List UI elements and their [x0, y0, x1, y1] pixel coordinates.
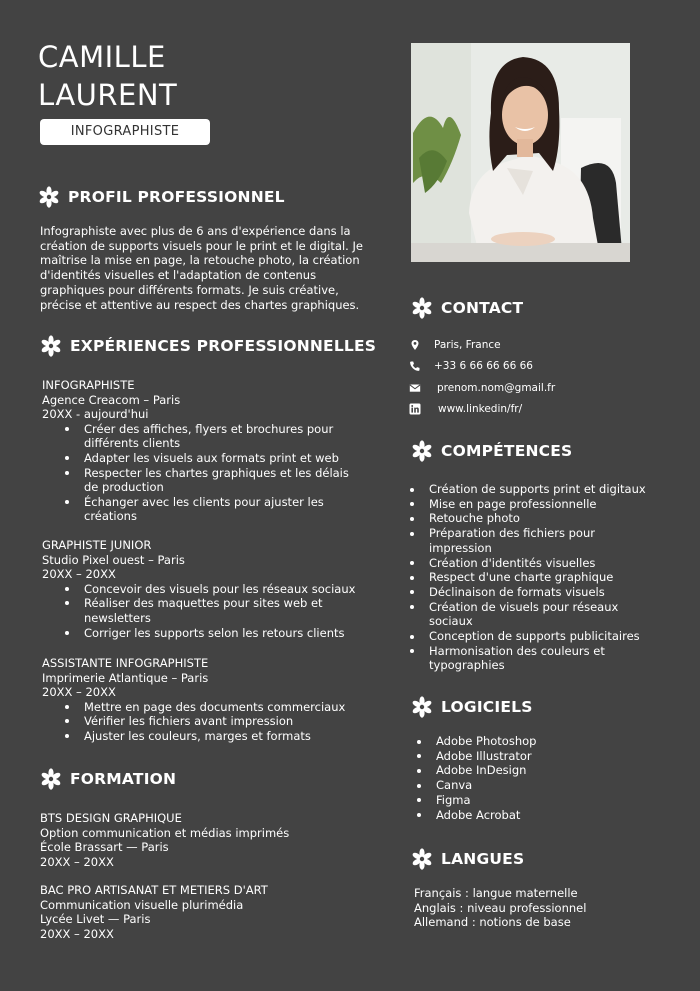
- flower-icon: [411, 440, 433, 462]
- software-item: Canva: [436, 778, 676, 793]
- profile-photo: [411, 43, 630, 262]
- skill-line: Conception de supports publicitaires: [429, 629, 640, 644]
- experience-item: [42, 378, 372, 524]
- degree-option: Communication visuelle plurimédia: [40, 897, 244, 912]
- job-title: ASSISTANTE INFOGRAPHISTE: [42, 656, 209, 670]
- section-title-text: COMPÉTENCES: [441, 442, 573, 460]
- section-title-languages: [411, 848, 524, 870]
- job-task: [84, 451, 372, 466]
- skill-item: [429, 556, 694, 571]
- profile-summary: [40, 224, 375, 312]
- portrait-illustration: [411, 43, 630, 262]
- profile-line: graphiques pour différents formats. Je suis créative,: [40, 282, 339, 297]
- first-name: CAMILLE: [38, 40, 166, 74]
- skill-line: Respect d'une charte graphique: [429, 570, 614, 585]
- software-item: Adobe Photoshop: [436, 734, 676, 749]
- profile-line: maîtrise la mise en page, la retouche photo, la création: [40, 253, 360, 268]
- job-dates: 20XX – 20XX: [42, 567, 116, 582]
- job-title: INFOGRAPHISTE: [42, 378, 135, 392]
- experience-item: [42, 538, 372, 640]
- language-item: Allemand : notions de base: [414, 915, 571, 930]
- profile-line: création de supports visuels pour le print et le digital. Je: [40, 238, 363, 253]
- contact-phone: [409, 360, 533, 372]
- contact-location-text: Paris, France: [434, 339, 501, 351]
- last-name: LAURENT: [38, 78, 178, 112]
- contact-linkedin: [409, 403, 522, 415]
- section-title-text: LOGICIELS: [441, 698, 533, 716]
- section-title-text: PROFIL PROFESSIONNEL: [68, 188, 285, 206]
- contact-email: [409, 382, 555, 394]
- software-item: Adobe InDesign: [436, 763, 676, 778]
- job-title-badge: INFOGRAPHISTE: [40, 119, 210, 145]
- candidate-name: [38, 38, 177, 114]
- skill-item: [429, 570, 694, 585]
- profile-line: d'identités visuelles et l'adaptation de contenus: [40, 268, 317, 283]
- task-line: Réaliser des maquettes pour sites web et: [84, 596, 323, 611]
- section-title-text: FORMATION: [70, 770, 177, 788]
- degree-title: BTS DESIGN GRAPHIQUE: [40, 811, 182, 825]
- degree-school: École Brassart — Paris: [40, 840, 169, 855]
- software-item: Figma: [436, 793, 676, 808]
- skill-item: [429, 482, 694, 497]
- experience-item: [42, 656, 372, 744]
- task-line: Concevoir des visuels pour les réseaux sociaux: [84, 581, 356, 596]
- education-item: [40, 811, 370, 869]
- degree-title: BAC PRO ARTISANAT ET METIERS D'ART: [40, 883, 268, 897]
- job-task: [84, 626, 372, 641]
- job-task: [84, 582, 372, 597]
- envelope-icon: [409, 382, 421, 394]
- skill-line: sociaux: [429, 614, 473, 629]
- task-line: Corriger les supports selon les retours clients: [84, 625, 345, 640]
- section-title-text: EXPÉRIENCES PROFESSIONNELLES: [70, 337, 377, 355]
- skill-item: [429, 511, 694, 526]
- task-line: Respecter les chartes graphiques et les délais: [84, 465, 349, 480]
- contact-phone-text: +33 6 66 66 66 66: [434, 360, 533, 372]
- section-title-experience: [40, 335, 376, 357]
- software-list: [436, 734, 676, 822]
- job-company: Studio Pixel ouest – Paris: [42, 552, 185, 567]
- job-task: [84, 714, 372, 729]
- section-title-contact: [411, 297, 523, 319]
- task-line: Vérifier les fichiers avant impression: [84, 714, 294, 729]
- task-line: de production: [84, 480, 164, 495]
- job-tasks: [42, 582, 372, 640]
- contact-email-text: prenom.nom@gmail.fr: [437, 382, 556, 394]
- flower-icon: [40, 768, 62, 790]
- skill-line: Harmonisation des couleurs et: [429, 643, 605, 658]
- education-item: [40, 883, 370, 941]
- skill-item: [429, 585, 694, 600]
- skill-line: Déclinaison de formats visuels: [429, 584, 605, 599]
- job-tasks: [42, 700, 372, 744]
- skill-line: typographies: [429, 658, 505, 673]
- section-title-profile: [38, 186, 285, 208]
- job-company: Agence Creacom – Paris: [42, 392, 181, 407]
- job-task: [84, 495, 372, 524]
- job-dates: 20XX – 20XX: [42, 685, 116, 700]
- job-title: GRAPHISTE JUNIOR: [42, 538, 152, 552]
- flower-icon: [38, 186, 60, 208]
- task-line: Créer des affiches, flyers et brochures pour: [84, 421, 334, 436]
- section-title-text: LANGUES: [441, 850, 525, 868]
- section-title-text: CONTACT: [441, 299, 524, 317]
- job-task: [84, 422, 372, 451]
- flower-icon: [411, 297, 433, 319]
- language-item: Anglais : niveau professionnel: [414, 900, 587, 915]
- skill-item: [429, 629, 694, 644]
- skill-line: impression: [429, 540, 492, 555]
- task-line: créations: [84, 509, 137, 524]
- task-line: Mettre en page des documents commerciaux: [84, 699, 346, 714]
- skill-line: Création de visuels pour réseaux: [429, 599, 619, 614]
- task-line: newsletters: [84, 610, 151, 625]
- skill-item: [429, 497, 694, 512]
- degree-dates: 20XX – 20XX: [40, 926, 114, 941]
- task-line: différents clients: [84, 436, 181, 451]
- profile-line: précise et attentive au respect des chartes graphiques.: [40, 297, 360, 312]
- job-task: [84, 596, 372, 625]
- job-task: [84, 700, 372, 715]
- degree-option: Option communication et médias imprimés: [40, 825, 290, 840]
- job-tasks: [42, 422, 372, 524]
- job-dates: 20XX - aujourd'hui: [42, 407, 149, 422]
- software-item: Adobe Illustrator: [436, 749, 676, 764]
- section-title-skills: [411, 440, 572, 462]
- skill-item: [429, 526, 694, 555]
- skill-line: Retouche photo: [429, 511, 520, 526]
- job-task: [84, 729, 372, 744]
- flower-icon: [411, 696, 433, 718]
- flower-icon: [40, 335, 62, 357]
- degree-dates: 20XX – 20XX: [40, 854, 114, 869]
- flower-icon: [411, 848, 433, 870]
- contact-linkedin-text: www.linkedin/fr/: [438, 403, 523, 415]
- skill-line: Création de supports print et digitaux: [429, 482, 646, 496]
- job-company: Imprimerie Atlantique – Paris: [42, 670, 209, 685]
- skill-line: Création d'identités visuelles: [429, 555, 596, 570]
- skill-item: [429, 644, 694, 673]
- skills-list: [429, 482, 694, 673]
- task-line: Échanger avec les clients pour ajuster les: [84, 494, 324, 509]
- software-item: Adobe Acrobat: [436, 808, 676, 823]
- task-line: Adapter les visuels aux formats print et web: [84, 450, 339, 465]
- languages-list: [414, 886, 586, 930]
- linkedin-icon: [409, 403, 421, 415]
- phone-icon: [409, 360, 421, 372]
- section-title-education: [40, 768, 176, 790]
- language-item: Français : langue maternelle: [414, 886, 578, 900]
- contact-location: [409, 339, 501, 351]
- skill-line: Mise en page professionnelle: [429, 496, 597, 511]
- degree-school: Lycée Livet — Paris: [40, 912, 151, 927]
- profile-line: Infographiste avec plus de 6 ans d'expérience dans la: [40, 224, 351, 238]
- location-pin-icon: [409, 339, 421, 351]
- job-task: [84, 466, 372, 495]
- skill-item: [429, 600, 694, 629]
- task-line: Ajuster les couleurs, marges et formats: [84, 728, 311, 743]
- skill-line: Préparation des fichiers pour: [429, 526, 595, 541]
- section-title-software: [411, 696, 533, 718]
